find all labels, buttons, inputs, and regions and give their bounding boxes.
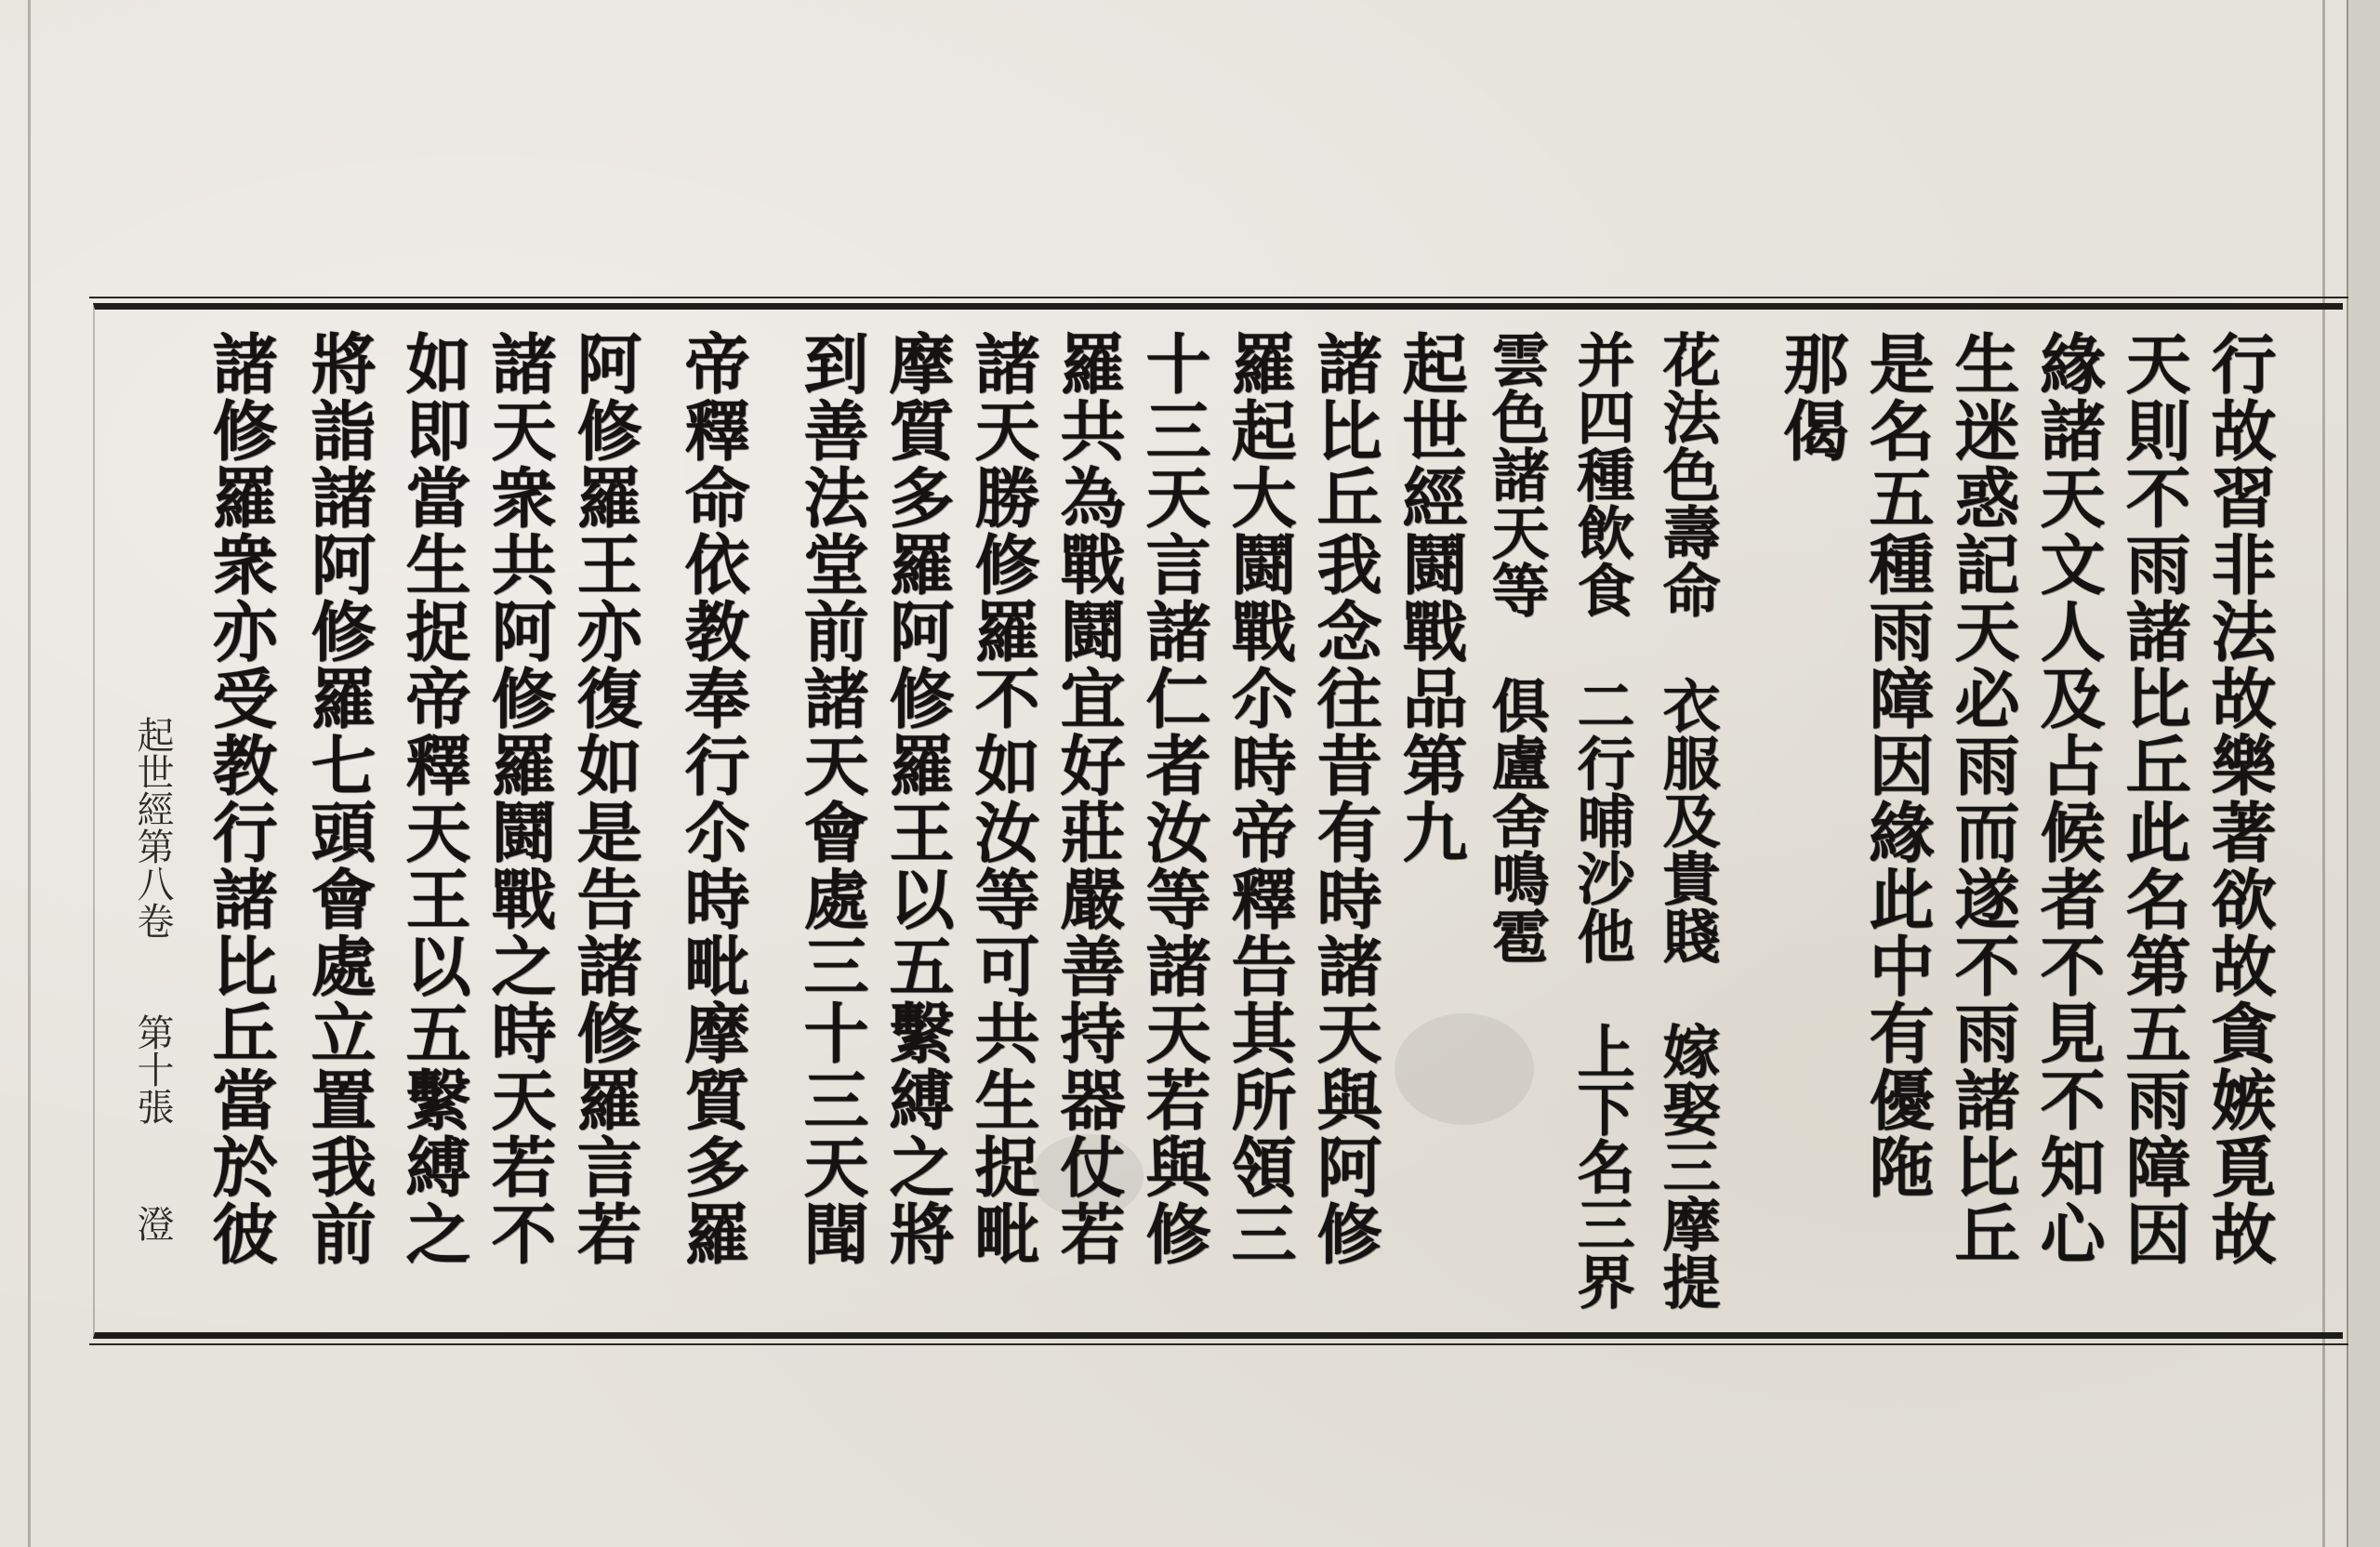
text-column: 阿修羅王亦復如是告諸修羅言若 xyxy=(566,330,643,1267)
text-column: 諸修羅衆亦受教行諸比丘當於彼 xyxy=(202,330,279,1267)
carver-name-note: 澄 xyxy=(131,1205,174,1242)
text-column: 羅共為戰鬪宜好莊嚴善持器仗若 xyxy=(1050,330,1127,1267)
volume-title-note: 起世經第八卷 xyxy=(131,716,174,939)
text-column: 行故習非法故樂著欲故貪嫉覓故 xyxy=(2201,330,2278,1267)
text-column: 羅起大鬪戰尒時帝釋告其所領三 xyxy=(1221,330,1298,1267)
text-column: 諸天勝修羅不如汝等可共生捉毗 xyxy=(964,330,1041,1267)
text-column: 到善法堂前諸天會處三十三天聞 xyxy=(793,330,870,1267)
leaf-number-note: 第十張 xyxy=(131,1013,174,1125)
text-column: 將詣諸阿修羅七頭會處立置我前 xyxy=(300,330,377,1267)
page-edge-line xyxy=(28,0,31,1547)
text-column: 生迷惑記天必雨而遂不雨諸比丘 xyxy=(1944,330,2021,1267)
text-column: 天則不雨諸比丘此名第五雨障因 xyxy=(2115,330,2192,1267)
chapter-heading: 起世經鬪戰品第九 xyxy=(1392,330,1469,866)
text-column: 諸天衆共阿修羅鬪戰之時天若不 xyxy=(481,330,558,1267)
adjacent-page-strip xyxy=(2347,0,2380,1547)
text-column: 是名五種雨障因緣此中有優陁 xyxy=(1858,330,1936,1200)
verse-column: 并四種飲食 二行晡沙他 上下名三界 xyxy=(1567,330,1635,1310)
verse-column: 雲色諸天等 俱盧舍鳴雹 xyxy=(1482,330,1550,964)
text-column: 那偈 xyxy=(1773,330,1850,464)
verse-column: 花法色壽命 衣服及貴賤 嫁娶三摩提 xyxy=(1653,330,1721,1310)
text-column: 帝釋命依教奉行尒時毗摩質多羅 xyxy=(674,330,751,1267)
text-column: 摩質多羅阿修羅王以五繫縛之將 xyxy=(879,330,956,1267)
text-column: 十三天言諸仁者汝等諸天若與修 xyxy=(1135,330,1212,1267)
text-column: 諸比丘我念往昔有時諸天與阿修 xyxy=(1306,330,1383,1267)
text-column: 如即當生捉帝釋天王以五繫縛之 xyxy=(395,330,472,1267)
text-column: 緣諸天文人及占候者不見不知心 xyxy=(2030,330,2107,1267)
